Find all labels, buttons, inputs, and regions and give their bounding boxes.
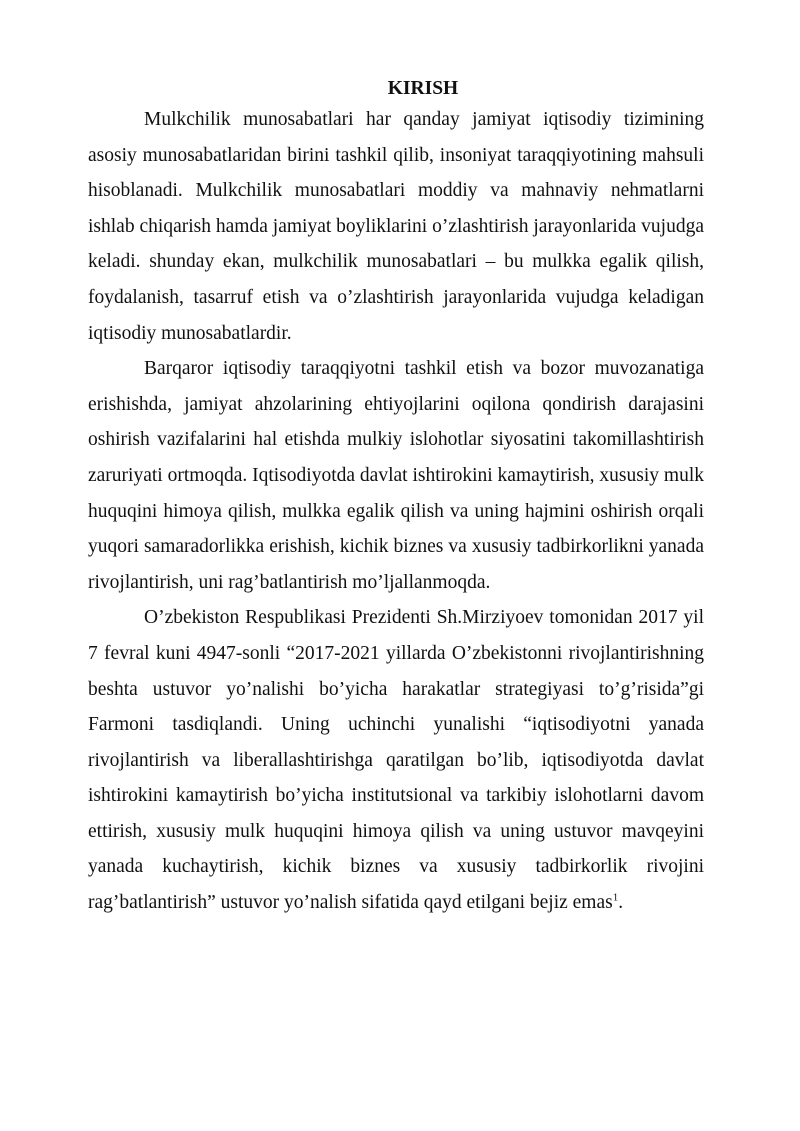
paragraph-3-end: .	[618, 892, 624, 914]
paragraph-3	[88, 600, 704, 920]
document-page	[88, 76, 704, 921]
paragraph-1: Mulkchilik munosabatlari har qanday jamiyat iqtisodiy tizimining asosiy munosabatlaridan birini tashkil qilib, insoniyat taraqqiyotining mahsuli hisoblanadi. Mulkchilik munosabatlari moddiy va mahnaviy nehmatlarni ishlab chiqarish hamda jamiyat boyliklarini o’zlashtirish jarayonlarida vujudga keladi. shunday ekan, mulkchilik munosabatlari – bu mulkka egalik qilish, foydalanish, tasarruf etish va o’zlashtirish jarayonlarida vujudga keladigan iqtisodiy munosabatlardir.	[88, 109, 704, 344]
paragraph-2: Barqaror iqtisodiy taraqqiyotni tashkil etish va bozor muvozanatiga erishishda, jamiyat ahzolarining ehtiyojlarini oqilona qondirish darajasini oshirish vazifalarini hal etishda mulkiy islohotlar siyosatini takomillashtirish zaruriyati ortmoqda. Iqtisodiyotda davlat ishtirokini kamaytirish, xususiy mulk huquqini himoya qilish, mulkka egalik qilish va uning hajmini oshirish orqali yuqori samaradorlikka erishish, kichik biznes va xususiy tadbirkorlikni yanada rivojlantirish, uni rag’batlantirish mo’ljallanmoqda.	[88, 358, 704, 593]
paragraph-3-text: O’zbekiston Respublikasi Prezidenti Sh.Mirziyoev tomonidan 2017 yil 7 fevral kuni 4947-sonli “2017-2021 yillarda O’zbekistonni rivojlantirishning beshta ustuvor yo’nalishi bo’yicha harakatlar strategiyasi to’g’risida”gi Farmoni tasdiqlandi. Uning uchinchi yunalishi “iqtisodiyotni yanada rivojlantirish va liberallashtirishga qaratilgan bo’lib, iqtisodiyotda davlat ishtirokini kamaytirish bo’yicha institutsional va tarkibiy islohotlarni davom ettirish, xususiy mulk huquqini himoya qilish va uning ustuvor mavqeyini yanada kuchaytirish, kichik biznes va xususiy tadbirkorlik rivojini rag’batlantirish” ustuvor yo’nalish sifatida qayd etilgani bejiz emas	[88, 607, 704, 914]
document-title: KIRISH	[387, 78, 459, 99]
footnote-reference[interactable]: 1	[612, 891, 619, 904]
